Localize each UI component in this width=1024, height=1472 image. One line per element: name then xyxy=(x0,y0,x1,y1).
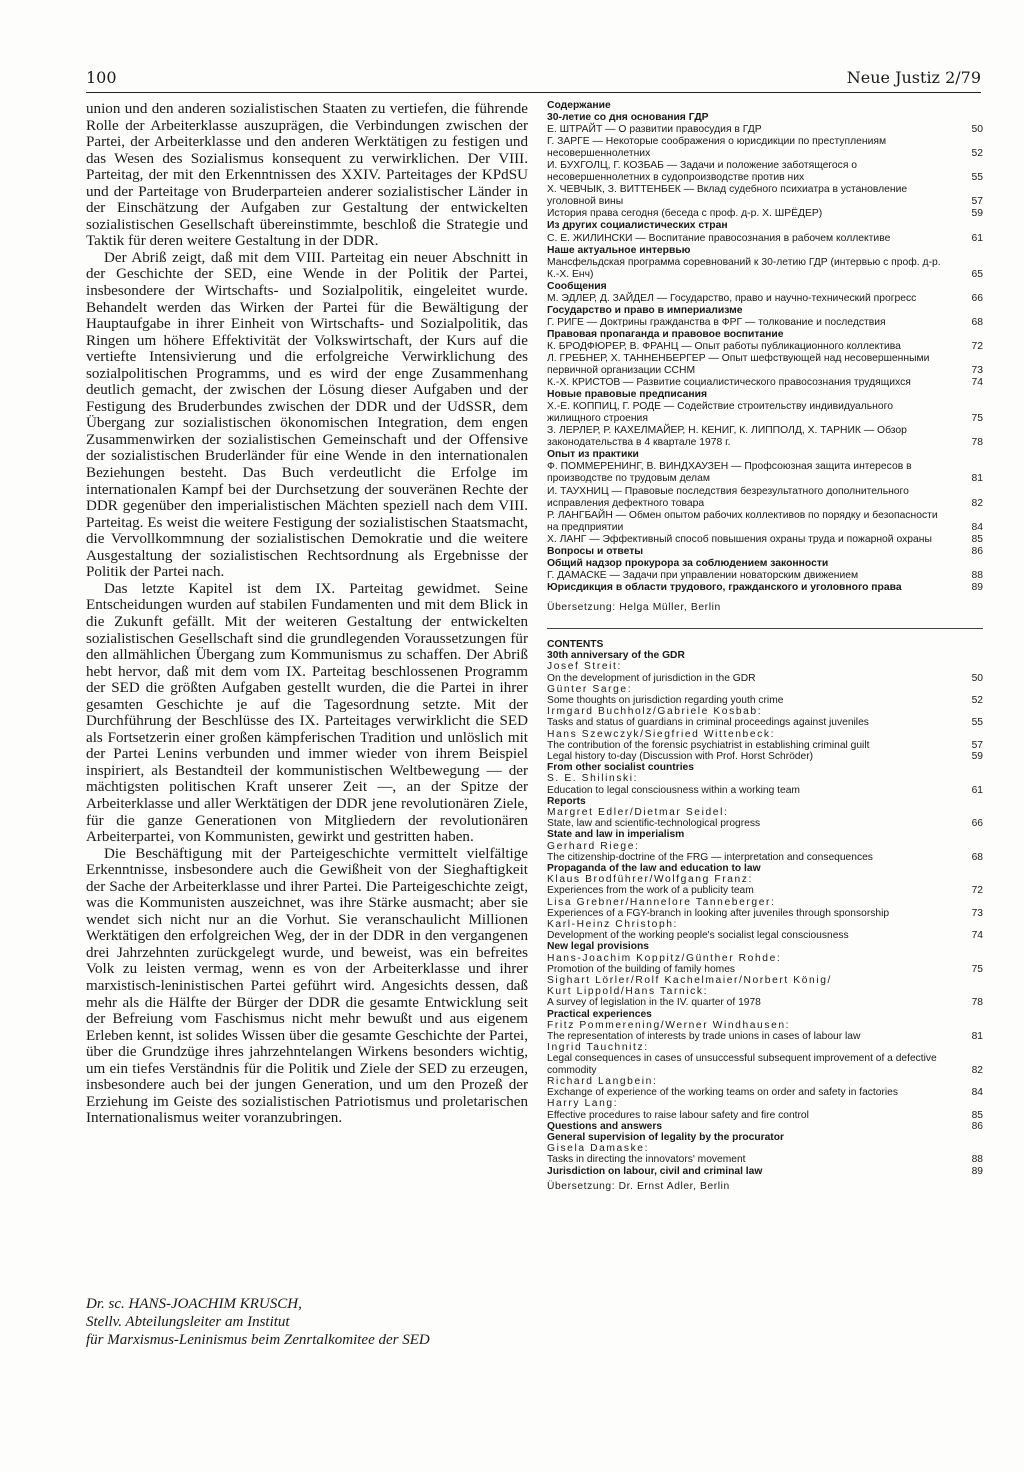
toc-entry-text: The representation of interests by trade unions in cases of labour law xyxy=(547,1031,861,1043)
toc-entry xyxy=(547,1031,983,1042)
toc-entry-text: История права сегодня (беседа с проф. д-р. Х. ШРЁДЕР) xyxy=(547,208,823,220)
toc-author: Ingrid Tauchnitz: xyxy=(547,1042,649,1054)
toc-entry xyxy=(547,486,983,510)
toc-entry-text: Tasks in directing the innovators' movement xyxy=(547,1154,746,1166)
toc-entry-text: Е. ШТРАЙТ — О развитии правосудия в ГДР xyxy=(547,124,762,136)
toc-author: Klaus Brodführer/Wolfgang Franz: xyxy=(547,874,753,886)
toc-entry-text: Legal consequences in cases of unsuccessful subsequent improvement of a defective commodity xyxy=(547,1053,937,1076)
toc-section: 30-летие со дня основания ГДР xyxy=(547,112,709,124)
article-paragraph: Der Abriß zeigt, daß mit dem VIII. Parteitag ein neuer Abschnitt in der Geschichte der SED, eine Wende in der Politik der Partei, insbesondere der Wirtschafts- und Sozialpolitik, eingeleitet wurde. Behandelt werden das Wirken der Partei für die Bewältigung der Hauptaufgabe in ihrer Einheit von Wirtschafts- und Sozialpolitik, das Ringen um höhere Effektivität der Volkswirtschaft, der Kurs auf die vertiefte Intensivierung und die erfolgreiche Verwirklichung des sozialpolitischen Programms, und es wird der enge Zusammenhang deutlich gemacht, der zwischen der Lösung dieser Aufgaben und der Festigung des Bruderbundes zwischen der DDR und der UdSSR, dem Übergang zur sozialistischen ökonomischen Integration, dem engen Zusammenwirken der sozialistischen Gemeinschaft und der Offensive der sozialistischen Bruderländer für eine Wende in den internationalen Beziehungen besteht. Das Buch verdeutlicht die Erfolge im internationalen Kampf bei der Durchsetzung der souveränen Rechte der DDR gegenüber den imperialistischen Mächten speziell nach dem VIII. Parteitag. Es weist die weitere Festigung der sozialistischen Staatsmacht, die Vervollkommnung der sozialistischen Demokratie und die weitere Ausgestaltung der sozialistischen Rechtsordnung als Ergebnisse der Politik der Partei nach. xyxy=(86,249,528,581)
toc-entry xyxy=(547,136,983,160)
toc-entry-text: Г. РИГЕ — Доктрины гражданства в ФРГ — толкование и последствия xyxy=(547,316,886,328)
toc-entry xyxy=(547,1110,983,1121)
toc-page-number: 73 xyxy=(971,907,983,919)
toc-entry-text: Вопросы и ответы xyxy=(547,545,644,557)
toc-entry xyxy=(547,673,983,684)
toc-page-number: 59 xyxy=(971,751,983,762)
toc-author: Kurt Lippold/Hans Tarnick: xyxy=(547,986,709,998)
toc-entry xyxy=(547,341,983,353)
toc-page-number: 68 xyxy=(971,316,983,328)
toc-entry-text: The contribution of the forensic psychiatrist in establishing criminal guilt xyxy=(547,739,870,751)
author-institute: für Marxismus-Leninismus beim Zenrtalkomitee der SED xyxy=(86,1332,430,1348)
author-signature xyxy=(86,1295,536,1349)
toc-author: Karl-Heinz Christoph: xyxy=(547,919,679,931)
toc-entry-text: A survey of legislation in the IV. quarter of 1978 xyxy=(547,997,761,1009)
toc-english xyxy=(547,639,983,1192)
toc-entry-text: И. ТАУХНИЦ — Правовые последствия безрезультатного дополнительного исправления дефектного товара xyxy=(547,485,909,509)
toc-page-number: 57 xyxy=(971,739,983,751)
toc-entry-text: З. ЛЕРЛЕР, Р. КАХЕЛМАЙЕР, Н. КЕНИГ, К. ЛИППОЛД, Х. ТАРНИК — Обзор законодательства в 4 квартале 1978 г. xyxy=(547,425,907,449)
article-column xyxy=(86,101,528,1127)
toc-title-en: CONTENTS xyxy=(547,638,604,650)
translator-credit: Übersetzung: Dr. Ernst Adler, Berlin xyxy=(547,1180,730,1192)
toc-entry-text: К.-Х. КРИСТОВ — Развитие социалистического правосознания трудящихся xyxy=(547,377,911,389)
toc-author: Sighart Lörler/Rolf Kachelmaier/Norbert König/ xyxy=(547,975,832,987)
toc-page-number: 89 xyxy=(971,581,983,593)
toc-entry xyxy=(547,546,983,558)
toc-page-number: 52 xyxy=(971,148,983,160)
toc-entry-text: Effective procedures to raise labour safety and fire control xyxy=(547,1109,809,1121)
toc-page-number: 78 xyxy=(971,437,983,449)
toc-entry xyxy=(547,695,983,706)
toc-page-number: 68 xyxy=(971,851,983,863)
toc-entry xyxy=(547,534,983,546)
toc-entry-text: Ф. ПОММЕРЕНИНГ, В. ВИНДХАУЗЕН — Профсоюзная защита интересов в производстве по трудовым делам xyxy=(547,461,912,485)
toc-entry-text: The citizenship-doctrine of the FRG — interpretation and consequences xyxy=(547,851,873,863)
toc-entry xyxy=(547,293,983,305)
toc-entry xyxy=(547,717,983,728)
toc-author: Günter Sarge: xyxy=(547,683,633,695)
toc-entry xyxy=(547,461,983,485)
toc-entry-text: Jurisdiction on labour, civil and criminal law xyxy=(547,1165,763,1177)
toc-page-number: 81 xyxy=(971,473,983,485)
toc-entry-text: Promotion of the building of family homes xyxy=(547,963,736,975)
toc-page-number: 72 xyxy=(971,340,983,352)
toc-entry xyxy=(547,1053,983,1075)
page-header xyxy=(86,68,981,94)
toc-section: General supervision of legality by the procurator xyxy=(547,1131,784,1143)
toc-page-number: 65 xyxy=(971,268,983,280)
toc-page-number: 78 xyxy=(971,997,983,1009)
toc-entry-text: Г. ДАМАСКЕ — Задачи при управлении новаторским движением xyxy=(547,569,859,581)
toc-entry-text: On the development of jurisdiction in the GDR xyxy=(547,672,756,684)
toc-entry xyxy=(547,964,983,975)
toc-author: Gisela Damaske: xyxy=(547,1143,650,1155)
toc-entry xyxy=(547,818,983,829)
toc-section: Общий надзор прокурора за соблюдением законности xyxy=(547,557,829,569)
toc-entry xyxy=(547,570,983,582)
toc-author: Gerhard Riege: xyxy=(547,840,640,852)
toc-entry xyxy=(547,997,983,1008)
toc-entry xyxy=(547,751,983,762)
toc-entry xyxy=(547,233,983,245)
toc-page-number: 74 xyxy=(971,377,983,389)
toc-page-number: 88 xyxy=(971,1154,983,1166)
toc-section: Новые правовые предписания xyxy=(547,389,708,401)
toc-page-number: 61 xyxy=(971,784,983,796)
toc-entry-text: Г. ЗАРГЕ — Некоторые соображения о юрисдикции по преступлениям несовершеннолетних xyxy=(547,136,887,160)
toc-section: 30th anniversary of the GDR xyxy=(547,650,685,662)
toc-entry-text: State, law and scientific-technological progress xyxy=(547,818,761,830)
toc-author: Lisa Grebner/Hannelore Tanneberger: xyxy=(547,896,776,908)
toc-section: Наше актуальное интервью xyxy=(547,244,691,256)
toc-page-number: 81 xyxy=(971,1031,983,1043)
toc-entry xyxy=(547,377,983,389)
toc-entry-text: Х.-Е. КОППИЦ, Г. РОДЕ — Содействие строительству индивидуального жилищного строения xyxy=(547,401,893,425)
toc-entry-text: Х. ЛАНГ — Эффективный способ повышения охраны труда и пожарной охраны xyxy=(547,533,932,545)
toc-entry-text: Some thoughts on jurisdiction regarding youth crime xyxy=(547,694,784,706)
translator-credit: Übersetzung: Helga Müller, Berlin xyxy=(547,601,721,613)
toc-entry-text: Experiences of a FGY-branch in looking after juveniles through sponsorship xyxy=(547,907,890,919)
toc-author: Irmgard Buchholz/Gabriele Kosbab: xyxy=(547,706,763,718)
toc-entry xyxy=(547,582,983,594)
toc-entry xyxy=(547,908,983,919)
toc-author: Fritz Pommerening/Werner Windhausen: xyxy=(547,1019,791,1031)
toc-entry xyxy=(547,785,983,796)
toc-entry xyxy=(547,885,983,896)
toc-entry xyxy=(547,257,983,281)
toc-page-number: 50 xyxy=(971,124,983,136)
toc-entry xyxy=(547,425,983,449)
toc-entry-text: Tasks and status of guardians in criminal proceedings against juveniles xyxy=(547,717,869,729)
toc-section: New legal provisions xyxy=(547,941,649,953)
toc-page-number: 55 xyxy=(971,172,983,184)
toc-entry-text: И. БУХГОЛЦ, Г. КОЗБАБ — Задачи и положение заботящегося о несовершеннолетних в судопроизводстве против них xyxy=(547,160,858,184)
toc-entry-text: С. Е. ЖИЛИНСКИ — Воспитание правосознания в рабочем коллективе xyxy=(547,232,891,244)
page-number: 100 xyxy=(86,68,117,87)
toc-section: State and law in imperialism xyxy=(547,829,685,841)
toc-entry-text: Experiences from the work of a publicity team xyxy=(547,885,754,897)
toc-page-number: 84 xyxy=(971,521,983,533)
toc-section: Practical experiences xyxy=(547,1008,652,1020)
toc-entry-text: Мансфельдская программа соревнований к 30-летию ГДР (интервью с проф. д-р. К.-Х. Енч) xyxy=(547,256,941,280)
toc-page-number: 57 xyxy=(971,196,983,208)
toc-entry-text: Exchange of experience of the working teams on order and safety in factories xyxy=(547,1087,898,1099)
toc-author: Harry Lang: xyxy=(547,1098,619,1110)
toc-page-number: 61 xyxy=(971,232,983,244)
article-paragraph: Das letzte Kapitel ist dem IX. Parteitag gewidmet. Seine Entscheidungen wurden auf stabilen Fundamenten und mit dem Blick in die Zukunft gefällt. Mit der weiteren Gestaltung der entwickelten sozialistischen Gesellschaft sind die grundlegenden Voraussetzungen für den allmählichen Übergang zum Kommunismus zu schaffen. Der Abriß hebt hervor, daß mit dem vom IX. Parteitag beschlossenen Programm der SED die größten Aufgaben gestellt wurden, die die Partei in ihrer gesamten Geschichte je auf die Tagesordnung setzte. Mit der Durchführung der Beschlüsse des IX. Parteitages verwirklicht die SED als Fortsetzerin einer großen kämpferischen Tradition und unlöslich mit der Partei Lenins verbunden und immer wieder von ihrem Beispiel inspiriert, als Bestandteil der kommunistischen Weltbewegung — der mächtigsten politischen Kraft unserer Zeit —, an der Spitze der Arbeiterklasse und aller Werktätigen der DDR jene revolutionären Ziele, für die ganze Generationen von Mitgliedern der revolutionären Arbeiterpartei, von Kommunisten, gewirkt und gestritten haben. xyxy=(86,580,528,846)
toc-section: Propaganda of the law and education to law xyxy=(547,863,761,875)
toc-section: Государство и право в империализме xyxy=(547,304,743,316)
toc-page-number: 52 xyxy=(971,694,983,706)
toc-page-number: 85 xyxy=(971,533,983,545)
toc-page-number: 66 xyxy=(971,818,983,830)
toc-author: Margret Edler/Dietmar Seidel: xyxy=(547,807,729,819)
toc-entry xyxy=(547,401,983,425)
toc-entry xyxy=(547,930,983,941)
toc-section: From other socialist countries xyxy=(547,762,694,774)
article-paragraph: Die Beschäftigung mit der Parteigeschichte vermittelt vielfältige Erkenntnisse, insbesondere auch die Gewißheit von der Sieghaftigkeit der Sache der Arbeiterklasse und ihrer Partei. Die Parteigeschichte zeigt, was die Kommunisten auszeichnet, was ihre Stärke ausmacht; aber sie wendet sich nicht nur an die Vorhut. Sie veranschaulicht Millionen Werktätigen den erfolgreichen Weg, der in der DDR in den vergangenen drei Jahrzehnten zurückgelegt wurde, und beweist, was ein befreites Volk zu leisten vermag, wenn es von der Arbeiterklasse und ihrer marxistisch-leninistischen Partei geführt wird. Angesichts dessen, daß mehr als die Hälfte der Bürger der DDR die gesamte Entwicklung seit der Befreiung vom Faschismus nicht mehr bewußt und aus eigenem Erleben kennt, ist solides Wissen über die gesamte Geschichte der Partei, über die Grundzüge ihres jahrzehntelangen Wirkens besonders wichtig, um ein tiefes Verständnis für die Politik und Ziele der SED zu erzeugen, insbesondere auch bei der jungen Generation, und um den Prozeß der Erziehung im Geiste des sozialistischen Patriotismus und proletarischen Internationalismus weiter voranzubringen. xyxy=(86,845,528,1127)
toc-page-number: 59 xyxy=(971,208,983,220)
toc-section: Опыт из практики xyxy=(547,449,639,461)
toc-entry-text: Х. ЧЕВЧЫК, З. ВИТТЕНБЕК — Вклад судебного психиатра в установление уголовной вины xyxy=(547,184,908,208)
toc-page-number: 86 xyxy=(971,1120,983,1132)
toc-author: Hans Szewczyk/Siegfried Wittenbeck: xyxy=(547,728,776,740)
toc-entry-text: Л. ГРЕБНЕР, Х. ТАННЕНБЕРГЕР — Опыт шефствующей над несовершенными первичной организации ССНМ xyxy=(547,352,930,377)
author-position: Stellv. Abteilungsleiter am Institut xyxy=(86,1314,290,1330)
toc-entry-text: Р. ЛАНГБАЙН — Обмен опытом рабочих коллективов по порядку и безопасности на предприятии xyxy=(547,509,938,533)
toc-entry xyxy=(547,740,983,751)
header-rule xyxy=(86,92,981,93)
toc-section: Из других социалистических стран xyxy=(547,220,728,232)
toc-entry-text: Education to legal consciousness within a working team xyxy=(547,784,800,796)
toc-entry-text: Development of the working people's socialist legal consciousness xyxy=(547,930,849,942)
toc-page-number: 74 xyxy=(971,930,983,942)
article-paragraph: union und den anderen sozialistischen Staaten zu vertiefen, die führende Rolle der Arbeiterklasse auszuprägen, die Verbindungen zwischen der Partei, der Arbeiterklasse und den anderen Werktätigen zu festigen und das Wesen des Sozialismus konsequent zu verwirklichen. Der VIII. Parteitag, der mit den Erkenntnissen des XXIV. Parteitages der KPdSU und der Parteitage von Bruderparteien anderer sozialistischer Länder in der Einschätzung der Aufgaben zur Gestaltung der entwickelten sozialistischen Gesellschaft übereinstimmte, beschloß die Strategie und Taktik für deren weitere Gestaltung in der DDR. xyxy=(86,101,528,250)
section-divider xyxy=(547,628,983,629)
toc-page-number: 75 xyxy=(971,413,983,425)
toc-entry-text: Legal history to-day (Discussion with Prof. Horst Schröder) xyxy=(547,751,814,762)
toc-page-number: 82 xyxy=(971,1064,983,1076)
toc-title-ru: Содержание xyxy=(547,100,611,111)
toc-entry xyxy=(547,184,983,208)
toc-entry xyxy=(547,1166,983,1177)
toc-entry-text: Юрисдикция в области трудового, гражданского и уголовного права xyxy=(547,581,902,593)
toc-page-number: 84 xyxy=(971,1087,983,1099)
toc-entry xyxy=(547,852,983,863)
toc-entry xyxy=(547,160,983,184)
toc-page-number: 89 xyxy=(971,1165,983,1177)
toc-author: S. E. Shilinski: xyxy=(547,773,639,785)
toc-entry-text: К. БРОДФЮРЕР, В. ФРАНЦ — Опыт работы публикационного коллектива xyxy=(547,340,901,352)
toc-author: Hans-Joachim Koppitz/Günther Rohde: xyxy=(547,952,782,964)
toc-page-number: 66 xyxy=(971,292,983,304)
toc-author: Richard Langbein: xyxy=(547,1075,658,1087)
toc-section: Правовая пропаганда и правовое воспитание xyxy=(547,328,784,340)
toc-entry xyxy=(547,208,983,220)
toc-page-number: 82 xyxy=(971,497,983,509)
toc-entry xyxy=(547,317,983,329)
toc-russian xyxy=(547,100,983,614)
toc-entry-text: Questions and answers xyxy=(547,1120,663,1132)
toc-page-number: 50 xyxy=(971,672,983,684)
toc-page-number: 75 xyxy=(971,963,983,975)
toc-section: Reports xyxy=(547,795,586,807)
toc-page-number: 72 xyxy=(971,885,983,897)
toc-entry xyxy=(547,1087,983,1098)
toc-page-number: 86 xyxy=(971,545,983,557)
toc-page-number: 85 xyxy=(971,1109,983,1121)
toc-entry xyxy=(547,1121,983,1132)
toc-entry xyxy=(547,124,983,136)
toc-page-number: 88 xyxy=(971,569,983,581)
toc-section: Сообщения xyxy=(547,280,607,292)
toc-entry xyxy=(547,353,983,377)
toc-column xyxy=(547,100,983,1192)
toc-author: Josef Streit: xyxy=(547,661,622,673)
journal-issue: Neue Justiz 2/79 xyxy=(846,68,981,87)
toc-entry xyxy=(547,510,983,534)
toc-entry-text: М. ЭДЛЕР, Д. ЗАЙДЕЛ — Государство, право и научно-технический прогресс xyxy=(547,292,917,304)
author-name: Dr. sc. HANS-JOACHIM KRUSCH, xyxy=(86,1296,302,1312)
toc-page-number: 55 xyxy=(971,717,983,729)
toc-entry xyxy=(547,1154,983,1165)
toc-page-number: 73 xyxy=(971,365,983,377)
